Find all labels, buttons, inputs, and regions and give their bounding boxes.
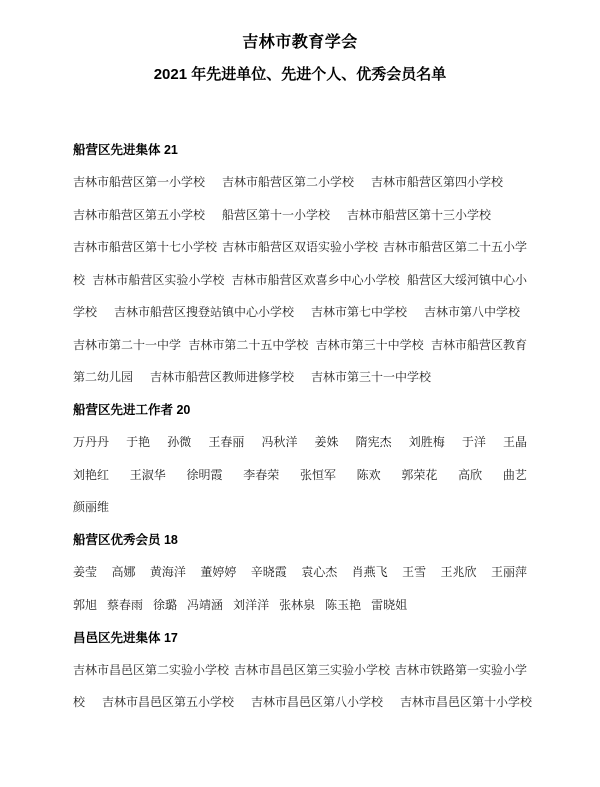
org-name: 学校: [73, 305, 98, 320]
org-name: 吉林市船营区搜登站镇中心小学校: [114, 305, 295, 320]
text-line: [73, 198, 527, 231]
org-name: 校: [73, 272, 86, 287]
person-name: 冯秋洋: [261, 435, 298, 450]
person-name: 刘艳红: [73, 467, 110, 482]
org-name: 船营区大绥河镇中心小: [406, 272, 527, 287]
text-line: [73, 491, 527, 524]
person-name: 姜姝: [314, 435, 339, 450]
org-name: 吉林市昌邑区第十小学校: [400, 695, 533, 710]
org-name: 第二幼儿园: [73, 370, 134, 385]
person-name: 王春丽: [208, 435, 245, 450]
org-name: 吉林市船营区第五小学校: [73, 207, 206, 222]
person-name: 陈玉艳: [325, 597, 362, 612]
org-name: 吉林市第七中学校: [311, 305, 408, 320]
text-line: [73, 166, 527, 199]
person-name: 于艳: [126, 435, 151, 450]
text-line: [73, 458, 527, 491]
org-name: 吉林市昌邑区第二实验小学校: [73, 662, 230, 677]
person-name: 王丽萍: [490, 565, 527, 580]
section-heading: 船营区优秀会员 18: [73, 533, 178, 548]
person-name: 雷晓姐: [371, 597, 408, 612]
org-name: 吉林市第二十一中学: [73, 337, 182, 352]
org-name: 吉林市船营区双语实验小学校: [221, 240, 378, 255]
org-name: 吉林市铁路第一实验小学: [394, 662, 527, 677]
person-name: 刘洋洋: [233, 597, 270, 612]
org-name: 吉林市船营区教师进修学校: [150, 370, 295, 385]
person-name: 徐璐: [153, 597, 178, 612]
org-name: 吉林市船营区第二小学校: [222, 175, 355, 190]
person-name: 王雪: [402, 565, 427, 580]
person-name: 王晶: [502, 435, 527, 450]
person-name: 刘胜梅: [408, 435, 445, 450]
person-name: 董婷婷: [200, 565, 237, 580]
person-name: 曲艺: [502, 467, 527, 482]
org-name: 吉林市船营区欢喜乡中心小学校: [231, 272, 400, 287]
person-name: 黄海洋: [149, 565, 186, 580]
org-name: 校: [73, 695, 86, 710]
person-name: 肖燕飞: [351, 565, 388, 580]
person-name: 辛晓霞: [250, 565, 287, 580]
text-line: [73, 296, 527, 329]
text-line: [73, 653, 527, 686]
section-heading: 船营区先进工作者 20: [73, 403, 191, 418]
person-name: 万丹丹: [73, 435, 110, 450]
org-name: 吉林市第三十中学校: [315, 337, 424, 352]
person-name: 王兆欣: [440, 565, 477, 580]
org-name: 吉林市昌邑区第五小学校: [102, 695, 235, 710]
text-line: [73, 686, 533, 719]
person-name: 徐明霞: [186, 467, 223, 482]
person-name: 郭荣花: [401, 467, 438, 482]
document-subtitle: 2021 年先进单位、先进个人、优秀会员名单: [153, 66, 447, 83]
org-name: 吉林市船营区第四小学校: [371, 175, 504, 190]
text-line: [73, 231, 527, 264]
section-heading: 昌邑区先进集体 17: [73, 630, 178, 645]
person-name: 李春荣: [243, 467, 280, 482]
section-heading: 船营区先进集体 21: [73, 143, 178, 158]
document-title: 吉林市教育学会: [242, 34, 358, 51]
text-line: [73, 328, 527, 361]
document-body: [73, 133, 533, 718]
person-name: 张林泉: [279, 597, 316, 612]
person-name: 冯靖涵: [187, 597, 224, 612]
person-name: 张恒军: [299, 467, 336, 482]
org-name: 吉林市第二十五中学校: [188, 337, 309, 352]
person-name: 袁心杰: [301, 565, 338, 580]
org-name: 吉林市第八中学校: [424, 305, 521, 320]
org-name: 吉林市船营区第一小学校: [73, 175, 206, 190]
text-line: [73, 361, 527, 394]
org-name: 吉林市船营区实验小学校: [92, 272, 225, 287]
org-name: 吉林市船营区第十七小学校: [73, 240, 218, 255]
org-name: 吉林市船营区第二十五小学: [382, 240, 527, 255]
person-name: 于洋: [461, 435, 486, 450]
text-line: [73, 556, 527, 589]
text-line: [73, 263, 527, 296]
person-name: 姜莹: [73, 565, 98, 580]
org-name: 吉林市船营区教育: [430, 337, 527, 352]
person-name: 蔡春雨: [107, 597, 144, 612]
org-name: 吉林市昌邑区第三实验小学校: [233, 662, 390, 677]
document-header: [73, 0, 527, 85]
org-name: 吉林市船营区第十三小学校: [347, 207, 492, 222]
person-name: 陈欢: [356, 467, 381, 482]
person-name: 高娜: [111, 565, 136, 580]
person-name: 郭旭: [73, 597, 98, 612]
org-name: 吉林市第三十一中学校: [311, 370, 432, 385]
person-name: 高欣: [458, 467, 483, 482]
person-name: 颜丽维: [73, 500, 110, 515]
person-name: 王淑华: [129, 467, 166, 482]
org-name: 吉林市昌邑区第八小学校: [251, 695, 384, 710]
person-name: 隋宪杰: [355, 435, 392, 450]
text-line: [73, 426, 527, 459]
text-line: [73, 588, 527, 621]
org-name: 船营区第十一小学校: [222, 207, 331, 222]
person-name: 孙微: [167, 435, 192, 450]
